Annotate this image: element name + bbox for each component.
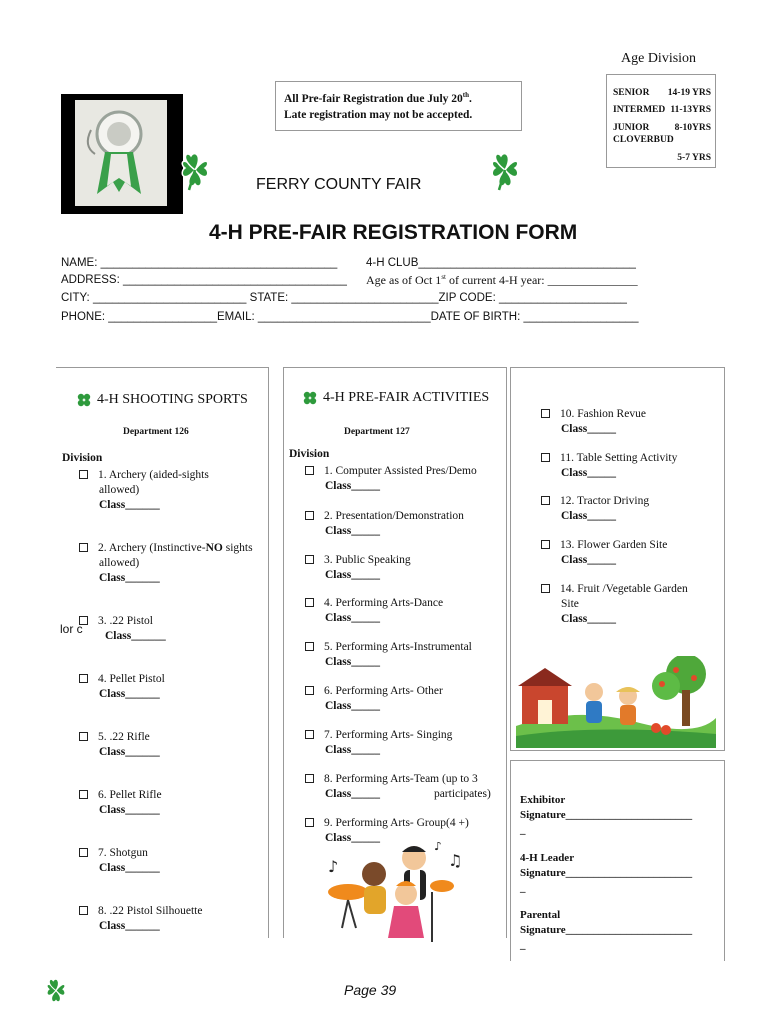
checkbox[interactable]	[305, 818, 314, 827]
other-item-12[interactable]: 12. Tractor Driving Class_____	[541, 494, 649, 524]
activity-item-8[interactable]: 8. Performing Arts-Team (up to 3 Class_____ participates)	[305, 772, 491, 802]
age-senior: SENIOR 14-19 YRS	[613, 88, 711, 98]
checkbox[interactable]	[79, 543, 88, 552]
checkbox[interactable]	[79, 790, 88, 799]
form-title: 4-H PRE-FAIR REGISTRATION FORM	[209, 221, 578, 244]
clover-icon	[42, 978, 70, 1006]
activities-department: Department 127	[344, 427, 410, 437]
ribbon-image	[61, 94, 183, 214]
activities-division-label: Division	[289, 448, 330, 460]
checkbox[interactable]	[305, 466, 314, 475]
checkbox[interactable]	[305, 555, 314, 564]
age-junior: JUNIOR 8-10YRS	[613, 123, 711, 133]
checkbox[interactable]	[79, 674, 88, 683]
checkbox[interactable]	[79, 848, 88, 857]
exhibitor-signature[interactable]: Exhibitor Signature_______________________ _	[520, 794, 693, 836]
other-item-11[interactable]: 11. Table Setting Activity Class_____	[541, 451, 677, 481]
clover-icon	[177, 152, 213, 192]
parental-signature[interactable]: Parental Signature_______________________ _	[520, 909, 693, 951]
notice-line2: Late registration may not be accepted.	[284, 108, 473, 121]
shooting-item-2[interactable]: 2. Archery (Instinctive-NO sights allowed) Class______	[79, 541, 253, 586]
other-item-13[interactable]: 13. Flower Garden Site Class_____	[541, 538, 667, 568]
address-field[interactable]: ADDRESS: ___________________________________	[61, 274, 347, 286]
checkbox[interactable]	[79, 732, 88, 741]
activity-item-4[interactable]: 4. Performing Arts-Dance Class_____	[305, 596, 443, 626]
shooting-division-label: Division	[62, 452, 103, 464]
checkbox[interactable]	[79, 470, 88, 479]
shooting-item-7[interactable]: 7. Shotgun Class______	[79, 846, 160, 876]
checkbox[interactable]	[541, 584, 550, 593]
activity-item-7[interactable]: 7. Performing Arts- Singing Class_____	[305, 728, 452, 758]
checkbox[interactable]	[305, 642, 314, 651]
fair-name: FERRY COUNTY FAIR	[256, 176, 422, 193]
checkbox[interactable]	[541, 540, 550, 549]
age-division-title: Age Division	[621, 51, 697, 66]
svg-text:♫: ♫	[448, 851, 463, 870]
checkbox[interactable]	[305, 774, 314, 783]
clover-icon	[77, 393, 91, 407]
name-field[interactable]: NAME: _____________________________________	[61, 257, 338, 269]
svg-text:♪: ♪	[434, 842, 442, 853]
shooting-department: Department 126	[123, 427, 189, 437]
age-field[interactable]: Age as of Oct 1st of current 4-H year: _______________	[366, 273, 638, 287]
age-cloverbud: CLOVERBUD	[613, 135, 674, 145]
city-state-zip-fields[interactable]: CITY: ________________________ STATE: _______________________ZIP CODE: ____________________	[61, 292, 627, 304]
checkbox[interactable]	[541, 409, 550, 418]
shooting-item-8[interactable]: 8. .22 Pistol Silhouette Class______	[79, 904, 202, 934]
other-item-14[interactable]: 14. Fruit /Vegetable Garden Site Class_____	[541, 582, 688, 627]
age-cloverbud-range: 5-7 YRS	[677, 153, 711, 163]
activities-title: 4-H PRE-FAIR ACTIVITIES	[323, 390, 490, 405]
shooting-item-1[interactable]: 1. Archery (aided-sights allowed) Class______	[79, 468, 209, 513]
deadline-notice: All Pre-fair Registration due July 20th. Late registration may not be accepted.	[275, 81, 522, 131]
club-field[interactable]: 4-H CLUB__________________________________	[366, 257, 636, 269]
musicians-illustration	[322, 842, 472, 946]
activity-item-5[interactable]: 5. Performing Arts-Instrumental Class_____	[305, 640, 472, 670]
checkbox[interactable]	[541, 496, 550, 505]
checkbox[interactable]	[541, 453, 550, 462]
activity-item-9[interactable]: 9. Performing Arts- Group(4 +) Class_____	[305, 816, 469, 846]
age-intermed: INTERMED 11-13YRS	[613, 105, 711, 115]
phone-email-dob-fields[interactable]: PHONE: _________________EMAIL: ___________________________DATE OF BIRTH: __________________	[61, 311, 639, 323]
activity-item-2[interactable]: 2. Presentation/Demonstration Class_____	[305, 509, 464, 539]
shooting-title: 4-H SHOOTING SPORTS	[97, 392, 248, 407]
notice-line1: All Pre-fair Registration due July 20	[284, 92, 463, 105]
checkbox[interactable]	[79, 906, 88, 915]
shooting-item-4[interactable]: 4. Pellet Pistol Class______	[79, 672, 165, 702]
clover-icon	[303, 391, 317, 405]
page-number: Page 39	[344, 982, 397, 998]
shooting-item-6[interactable]: 6. Pellet Rifle Class______	[79, 788, 162, 818]
shooting-item-5[interactable]: 5. .22 Rifle Class______	[79, 730, 160, 760]
leader-signature[interactable]: 4-H Leader Signature_______________________ _	[520, 852, 693, 894]
checkbox[interactable]	[305, 598, 314, 607]
checkbox[interactable]	[305, 686, 314, 695]
activity-item-1[interactable]: 1. Computer Assisted Pres/Demo Class_____	[305, 464, 477, 494]
stray-text: lor c	[60, 622, 83, 636]
garden-illustration	[516, 656, 716, 748]
clover-icon	[487, 152, 523, 192]
activity-item-3[interactable]: 3. Public Speaking Class_____	[305, 553, 411, 583]
svg-text:♪: ♪	[328, 857, 339, 876]
checkbox[interactable]	[305, 730, 314, 739]
activity-item-6[interactable]: 6. Performing Arts- Other Class_____	[305, 684, 443, 714]
other-item-10[interactable]: 10. Fashion Revue Class_____	[541, 407, 646, 437]
checkbox[interactable]	[305, 511, 314, 520]
shooting-item-3[interactable]: 3. .22 Pistol Class______	[79, 614, 166, 644]
age-division-box	[606, 74, 716, 168]
